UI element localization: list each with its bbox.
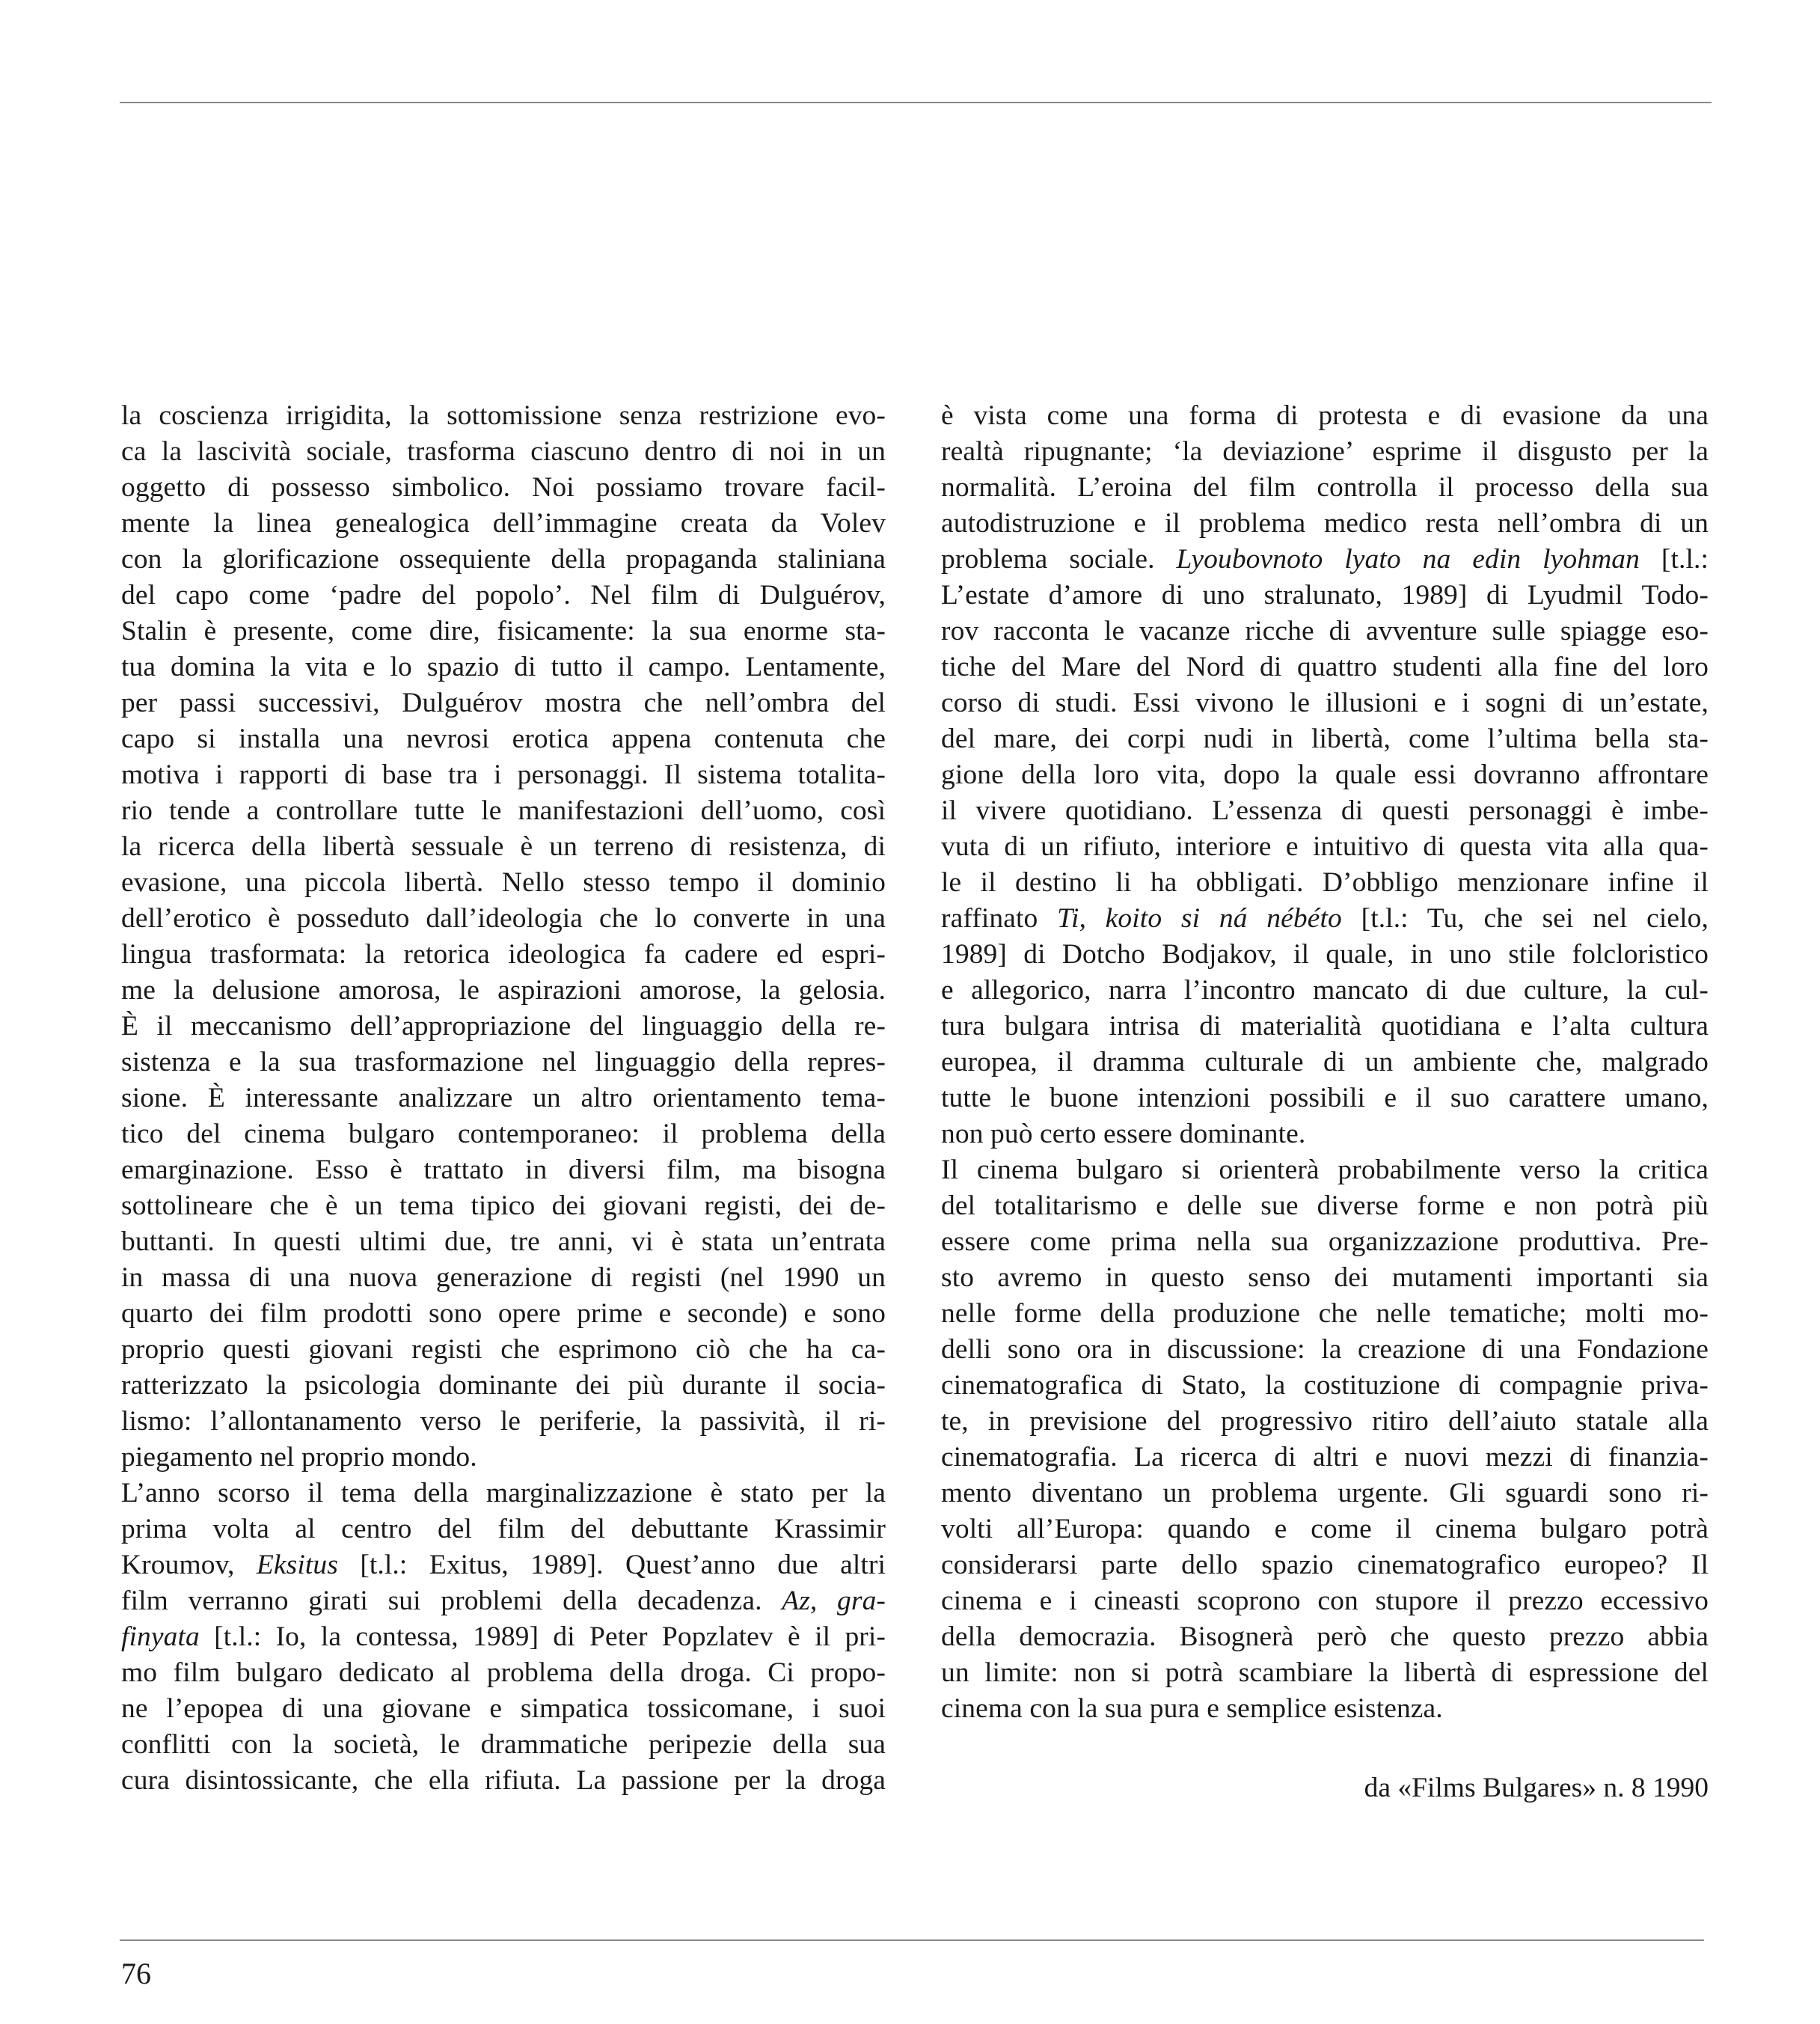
text-line: buttanti. In questi ultimi due, tre anni, vi è stata un’entrata [121, 1226, 886, 1257]
text-line [121, 1583, 886, 1619]
text-line: ratterizzato la psicologia dominante dei più durante il socia- [121, 1370, 886, 1401]
left-column [121, 398, 886, 1799]
text-fragment: problema sociale. [941, 544, 1177, 575]
text-line: gione della loro vita, dopo la quale essi dovranno affrontare [941, 759, 1709, 790]
text-line: le il destino li ha obbligati. D’obbligo menzionare infine il [941, 867, 1709, 898]
text-line: quarto dei film prodotti sono opere prime e seconde) e sono [121, 1298, 886, 1329]
source-attribution: da «Films Bulgares» n. 8 1990 [1364, 1773, 1709, 1803]
text-line: cura disintossicante, che ella rifiuta. La passione per la droga [121, 1765, 886, 1796]
text-line: cinematografia. La ricerca di altri e nuovi mezzi di finanzia- [941, 1442, 1709, 1473]
text-fragment: film verranno girati sui problemi della decadenza. [121, 1586, 782, 1616]
text-line: ne l’epopea di una giovane e simpatica tossicomane, i suoi [121, 1693, 886, 1724]
film-title: Az, gra- [782, 1586, 886, 1616]
text-line: proprio questi giovani registi che esprimono ciò che ha ca- [121, 1334, 886, 1365]
text-line: essere come prima nella sua organizzazione produttiva. Pre- [941, 1226, 1709, 1257]
page-number: 76 [121, 1957, 151, 1990]
right-column [941, 398, 1709, 1727]
text-line: sione. È interessante analizzare un altro orientamento tema- [121, 1083, 886, 1113]
text-line: per passi successivi, Dulguérov mostra che nell’ombra del [121, 688, 886, 718]
text-line: del capo come ‘padre del popolo’. Nel film di Dulguérov, [121, 580, 886, 611]
text-fragment: raffinato [941, 903, 1058, 934]
text-line: volti all’Europa: quando e come il cinema bulgaro potrà [941, 1514, 1709, 1544]
text-line: tua domina la vita e lo spazio di tutto il campo. Lentamente, [121, 652, 886, 682]
text-line: dell’erotico è posseduto dall’ideologia che lo converte in una [121, 903, 886, 934]
text-line: delli sono ora in discussione: la creazione di una Fondazione [941, 1334, 1709, 1365]
text-line: prima volta al centro del film del debuttante Krassimir [121, 1514, 886, 1544]
text-line: rio tende a controllare tutte le manifestazioni dell’uomo, così [121, 795, 886, 826]
text-line: del totalitarismo e delle sue diverse forme e non potrà più [941, 1190, 1709, 1221]
text-line: realtà ripugnante; ‘la deviazione’ esprime il disgusto per la [941, 436, 1709, 467]
text-line: tura bulgara intrisa di materialità quotidiana e l’alta cultura [941, 1011, 1709, 1042]
text-line: L’anno scorso il tema della marginalizzazione è stato per la [121, 1478, 886, 1508]
text-line: mente la linea genealogica dell’immagine creata da Volev [121, 508, 886, 539]
text-line: e allegorico, narra l’incontro mancato di due culture, la cul- [941, 975, 1709, 1006]
text-line [121, 1619, 886, 1655]
text-line: mo film bulgaro dedicato al problema della droga. Ci propo- [121, 1657, 886, 1688]
text-line: Il cinema bulgaro si orienterà probabilmente verso la critica [941, 1155, 1709, 1185]
text-line: cinematografica di Stato, la costituzione di compagnie priva- [941, 1370, 1709, 1401]
text-line: nelle forme della produzione che nelle tematiche; molti mo- [941, 1298, 1709, 1329]
text-line: tutte le buone intenzioni possibili e il suo carattere umano, [941, 1083, 1709, 1113]
text-line: è vista come una forma di protesta e di evasione da una [941, 400, 1709, 431]
text-line: ca la lascività sociale, trasforma ciascuno dentro di noi in un [121, 436, 886, 467]
text-line: corso di studi. Essi vivono le illusioni e i sogni di un’estate, [941, 688, 1709, 718]
text-line: emarginazione. Esso è trattato in diversi film, ma bisogna [121, 1155, 886, 1185]
text-line: sistenza e la sua trasformazione nel linguaggio della repres- [121, 1047, 886, 1077]
text-line: Stalin è presente, come dire, fisicamente: la sua enorme sta- [121, 616, 886, 646]
text-line: sottolineare che è un tema tipico dei giovani registi, dei de- [121, 1190, 886, 1221]
text-line: me la delusione amorosa, le aspirazioni amorose, la gelosia. [121, 975, 886, 1006]
text-line: cinema e i cineasti scoprono con stupore il prezzo eccessivo [941, 1586, 1709, 1616]
text-line [941, 901, 1709, 937]
text-line: vuta di un rifiuto, interiore e intuitivo di questa vita alla qua- [941, 831, 1709, 862]
text-line: in massa di una nuova generazione di registi (nel 1990 un [121, 1262, 886, 1293]
film-title: Eksitus [256, 1550, 338, 1580]
text-line: della democrazia. Bisognerà però che questo prezzo abbia [941, 1621, 1709, 1652]
text-line: con la glorificazione ossequiente della propaganda staliniana [121, 544, 886, 575]
film-title: finyata [121, 1621, 200, 1652]
text-line: un limite: non si potrà scambiare la libertà di espressione del [941, 1657, 1709, 1688]
text-line: autodistruzione e il problema medico resta nell’ombra di un [941, 508, 1709, 539]
text-line: mento diventano un problema urgente. Gli sguardi sono ri- [941, 1478, 1709, 1508]
text-line: del mare, dei corpi nudi in libertà, come l’ultima bella sta- [941, 724, 1709, 754]
text-line: considerarsi parte dello spazio cinematografico europeo? Il [941, 1550, 1709, 1580]
text-line: 1989] di Dotcho Bodjakov, il quale, in uno stile folcloristico [941, 939, 1709, 970]
text-line: È il meccanismo dell’appropriazione del linguaggio della re- [121, 1011, 886, 1042]
text-line: europea, il dramma culturale di un ambiente che, malgrado [941, 1047, 1709, 1077]
text-line: capo si installa una nevrosi erotica appena contenuta che [121, 724, 886, 754]
text-fragment: [t.l.: Tu, che sei nel cielo, [1341, 903, 1709, 934]
text-line: la ricerca della libertà sessuale è un terreno di resistenza, di [121, 831, 886, 862]
text-line: lismo: l’allontanamento verso le periferie, la passività, il ri- [121, 1406, 886, 1437]
text-line: conflitti con la società, le drammatiche peripezie della sua [121, 1729, 886, 1760]
text-line: cinema con la sua pura e semplice esistenza. [941, 1693, 1443, 1724]
text-line: il vivere quotidiano. L’essenza di questi personaggi è imbe- [941, 795, 1709, 826]
text-line [121, 1547, 886, 1583]
text-line: sto avremo in questo senso dei mutamenti importanti sia [941, 1262, 1709, 1293]
text-line: oggetto di possesso simbolico. Noi possiamo trovare facil- [121, 472, 886, 503]
film-title: Ti, koito si ná nébéto [1057, 903, 1342, 934]
text-line: te, in previsione del progressivo ritiro dell’aiuto statale alla [941, 1406, 1709, 1437]
text-fragment: [t.l.: Io, la contessa, 1989] di Peter Popzlatev è il pri- [199, 1621, 886, 1652]
text-line: normalità. L’eroina del film controlla il processo della sua [941, 472, 1709, 503]
text-line: motiva i rapporti di base tra i personaggi. Il sistema totalita- [121, 759, 886, 790]
text-line: evasione, una piccola libertà. Nello stesso tempo il dominio [121, 867, 886, 898]
text-line: rov racconta le vacanze ricche di avventure sulle spiagge eso- [941, 616, 1709, 646]
text-line [941, 542, 1709, 578]
film-title: Lyoubovnoto lyato na edin lyohman [1176, 544, 1640, 575]
text-line: tiche del Mare del Nord di quattro studenti alla fine del loro [941, 652, 1709, 682]
text-line: non può certo essere dominante. [941, 1119, 1306, 1149]
text-line: tico del cinema bulgaro contemporaneo: il problema della [121, 1119, 886, 1149]
text-line: piegamento nel proprio mondo. [121, 1442, 477, 1473]
text-fragment: [t.l.: Exitus, 1989]. Quest’anno due altri [337, 1550, 886, 1580]
text-line: lingua trasformata: la retorica ideologica fa cadere ed espri- [121, 939, 886, 970]
text-line: L’estate d’amore di uno stralunato, 1989] di Lyudmil Todo- [941, 580, 1709, 611]
text-line: la coscienza irrigidita, la sottomissione senza restrizione evo- [121, 400, 886, 431]
text-fragment: [t.l.: [1640, 544, 1709, 575]
bottom-rule [120, 1939, 1704, 1941]
text-fragment: Kroumov, [121, 1550, 257, 1580]
top-rule [120, 102, 1712, 103]
